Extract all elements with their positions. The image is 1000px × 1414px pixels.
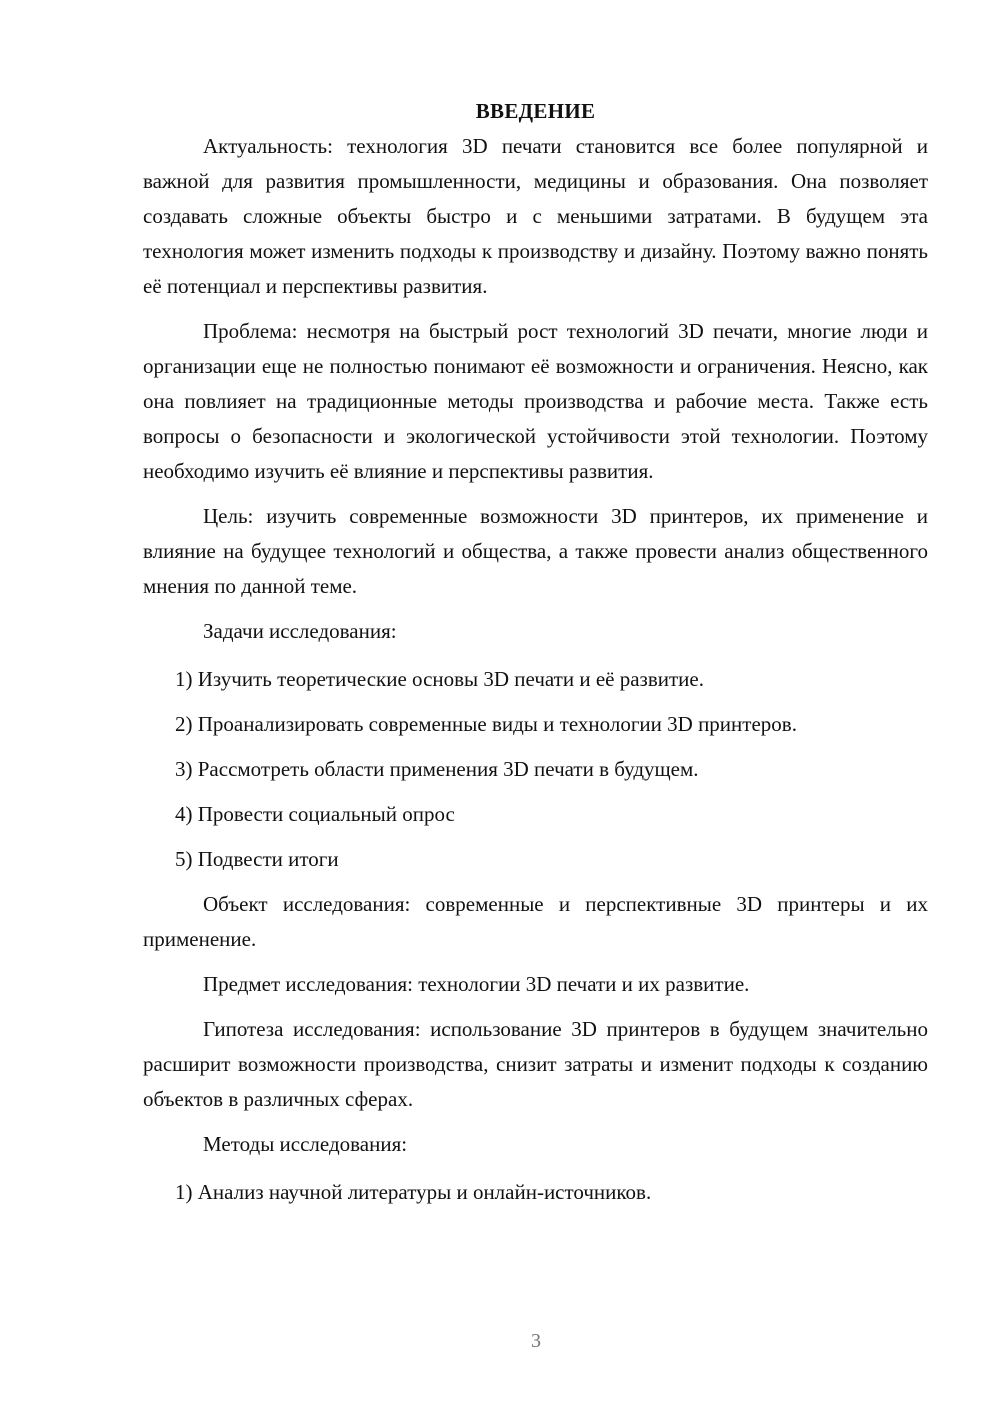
relevance-paragraph: Актуальность: технология 3D печати становится все более популярной и важной для развития промышленности, медицины и образования. Она позволяет создавать сложные объекты быстро и с меньшими затратами. В будущем эта технология может изменить подходы к производству и дизайну. Поэтому важно понять её потенциал и перспективы развития.	[143, 134, 928, 298]
task-item-3: 3) Рассмотреть области применения 3D печати в будущем.	[175, 757, 699, 781]
goal-paragraph: Цель: изучить современные возможности 3D принтеров, их применение и влияние на будущее технологий и общества, а также провести анализ общественного мнения по данной теме.	[143, 504, 928, 598]
hypothesis-paragraph: Гипотеза исследования: использование 3D принтеров в будущем значительно расширит возможности производства, снизит затраты и изменит подходы к созданию объектов в различных сферах.	[143, 1017, 928, 1111]
task-item-4: 4) Провести социальный опрос	[175, 802, 455, 826]
page-number: 3	[531, 1330, 541, 1352]
task-item-2: 2) Проанализировать современные виды и технологии 3D принтеров.	[175, 712, 797, 736]
task-item-5: 5) Подвести итоги	[175, 847, 339, 871]
subject-paragraph: Предмет исследования: технологии 3D печати и их развитие.	[203, 972, 750, 996]
problem-paragraph: Проблема: несмотря на быстрый рост технологий 3D печати, многие люди и организации еще не полностью понимают её возможности и ограничения. Неясно, как она повлияет на традиционные методы производства и рабочие места. Также есть вопросы о безопасности и экологической устойчивости этой технологии. Поэтому необходимо изучить её влияние и перспективы развития.	[143, 319, 928, 483]
method-item-1: 1) Анализ научной литературы и онлайн-источников.	[175, 1180, 652, 1204]
page-content	[143, 93, 928, 1210]
section-heading: ВВЕДЕНИЕ	[475, 99, 596, 123]
tasks-title: Задачи исследования:	[203, 619, 397, 643]
object-paragraph: Объект исследования: современные и перспективные 3D принтеры и их применение.	[143, 892, 928, 951]
task-item-1: 1) Изучить теоретические основы 3D печати и её развитие.	[175, 667, 704, 691]
methods-title: Методы исследования:	[203, 1132, 408, 1156]
